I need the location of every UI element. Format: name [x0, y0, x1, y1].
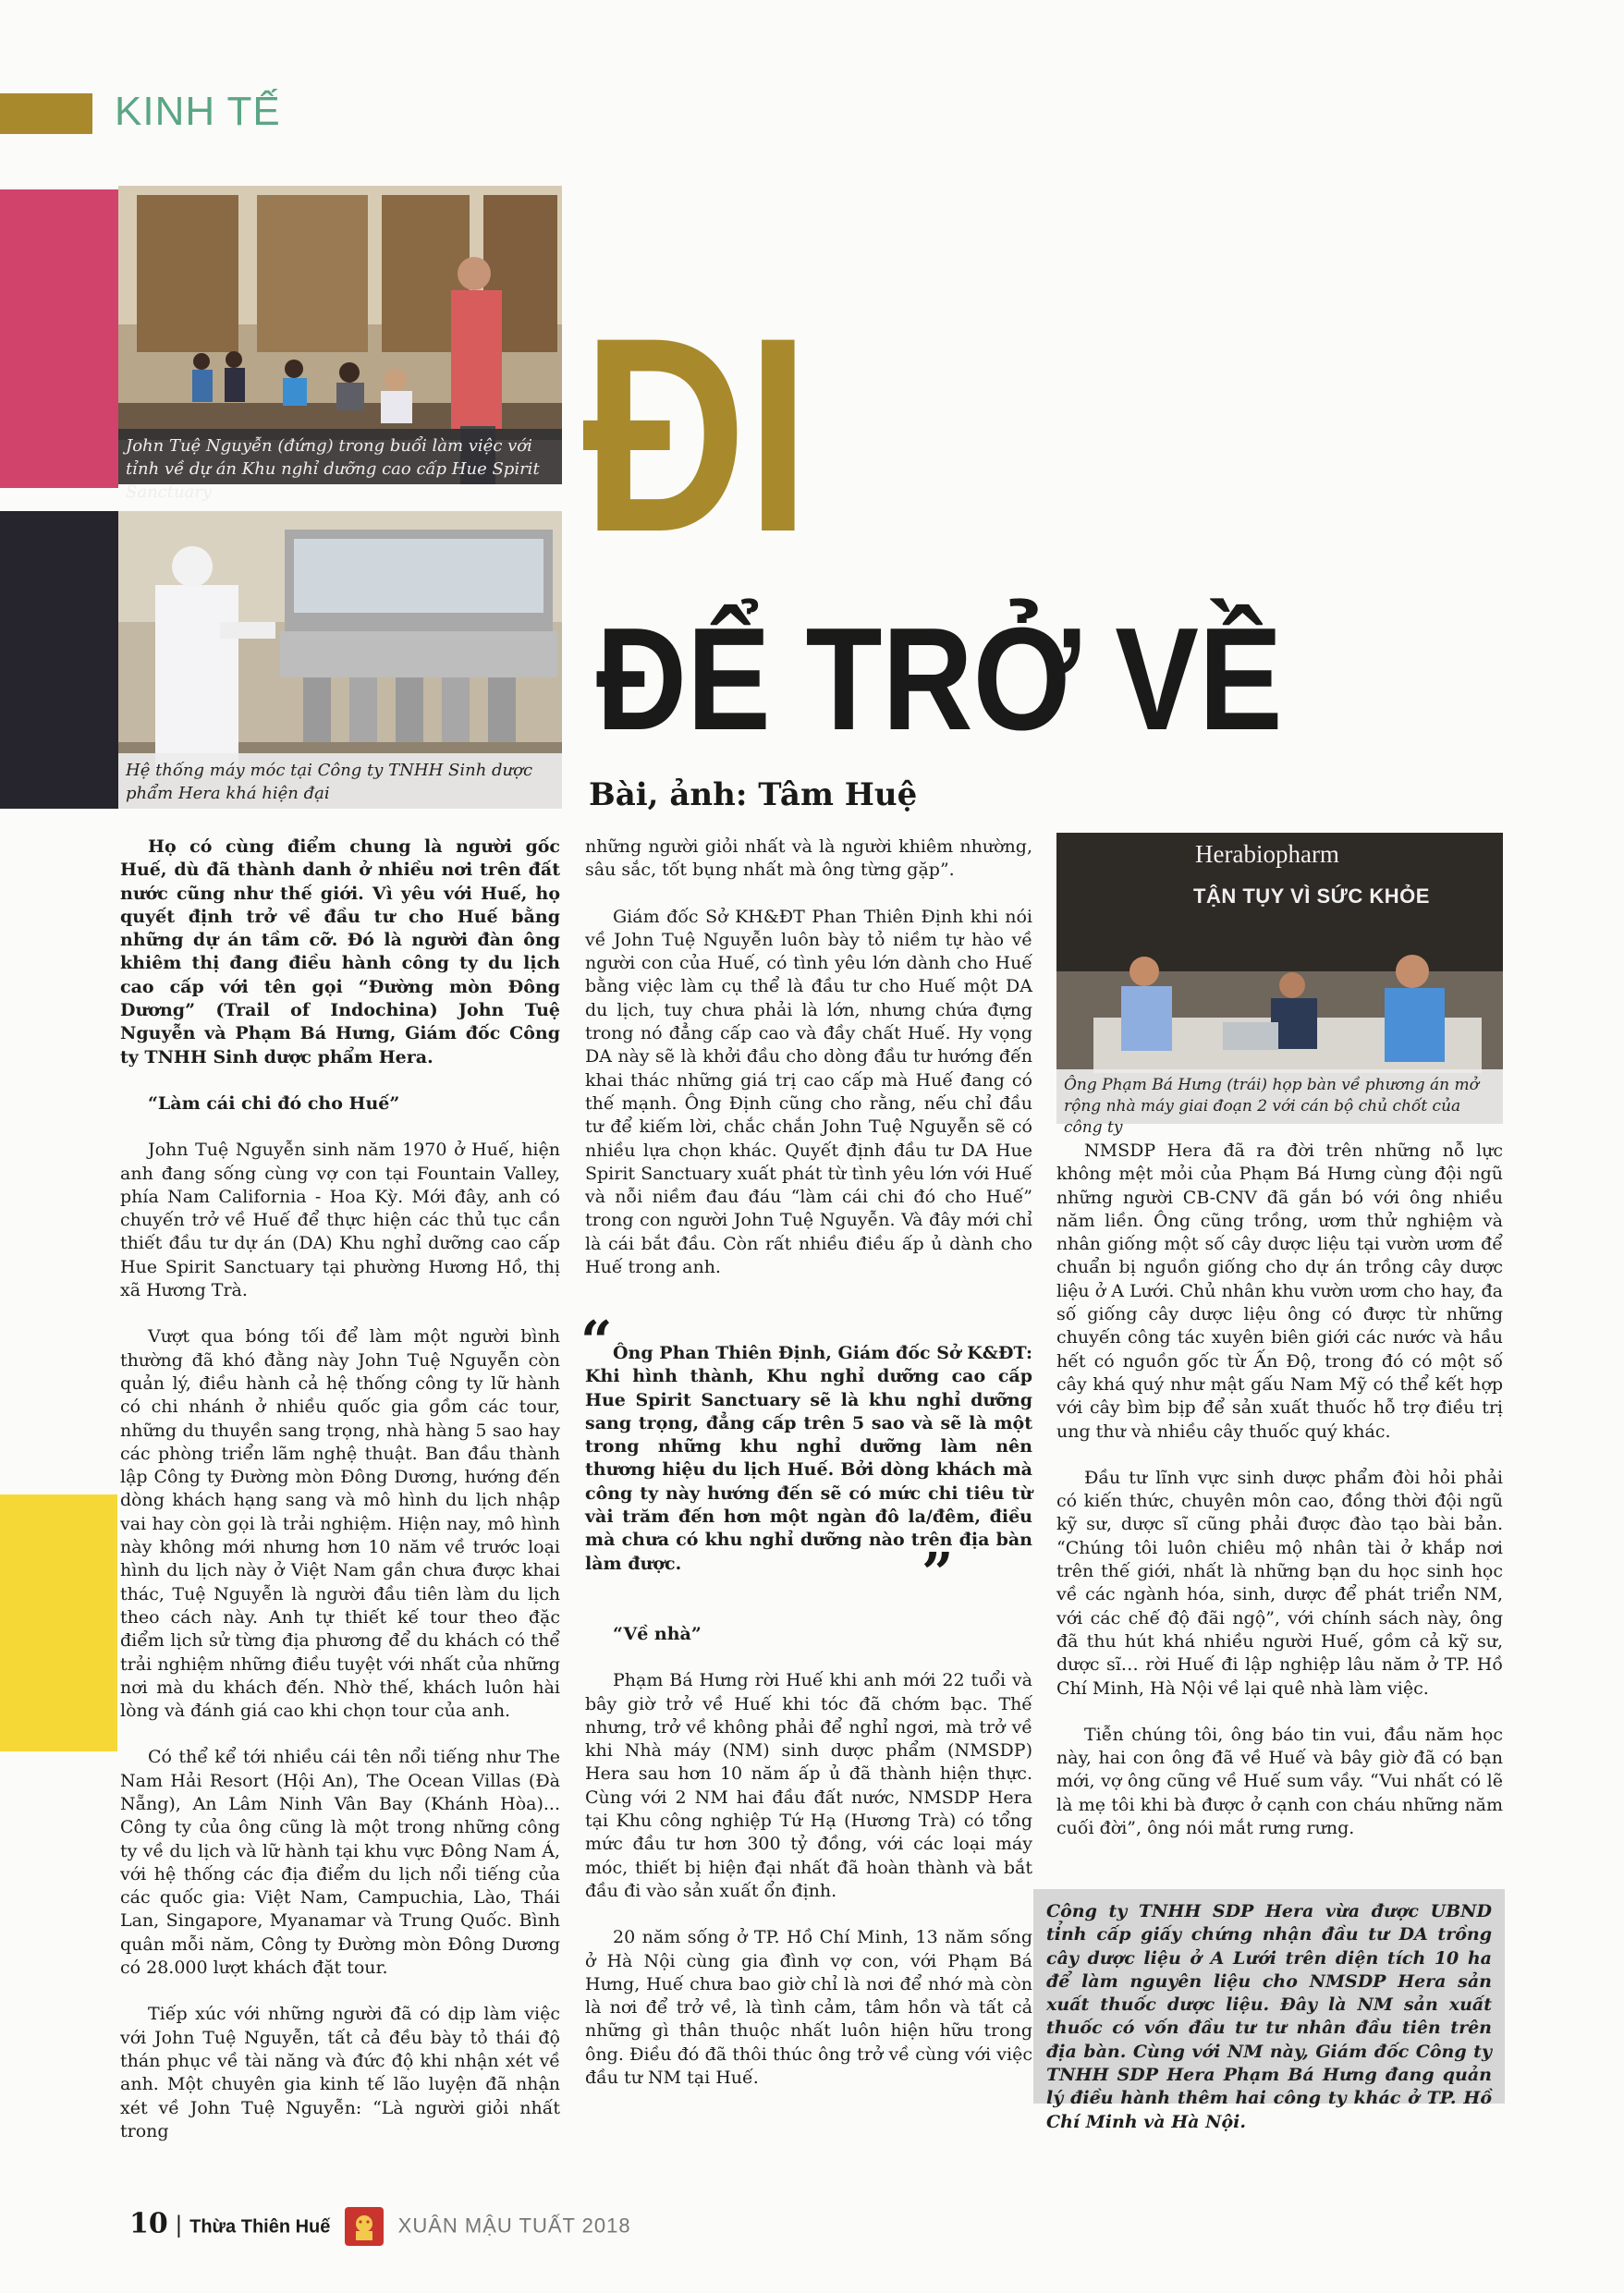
section-label: KINH TẾ [115, 89, 281, 134]
paragraph: Giám đốc Sở KH&ĐT Phan Thiên Định khi nói về John Tuệ Nguyễn luôn bày tỏ niềm tự hào về người con của Huế, có tình yêu lớn dành cho Huế bằng việc làm cụ thể là đầu tư cho Huế một DA du lịch, tuy chưa phải là lớn, nhưng chứa đựng trong nó đẳng cấp cao và đầy chất Huế. Hy vọng DA này sẽ là khởi đầu cho dòng đầu tư hướng đến khai thác những giá trị cao cấp mà Huế đang có thế mạnh. Ông Định cũng cho rằng, nếu chỉ đầu tư để kiếm lời, chắc chắn John Tuệ Nguyễn sẽ có nhiều lựa chọn khác. Quyết định đầu tư DA Hue Spirit Sanctuary xuất phát từ tình yêu lớn với Huế và nỗi niềm đau đáu “làm cái chi đó cho Huế” trong con người John Tuệ Nguyễn. Và đây mới chỉ là cái bắt đầu. Còn rất nhiều điều ấp ủ dành cho Huế trong anh. [585, 906, 1032, 1278]
info-box: Công ty TNHH SDP Hera vừa được UBND tỉnh cấp giấy chứng nhận đầu tư DA trồng cây dược liệu ở A Lưới trên diện tích 10 ha để làm nguyên liệu cho NMSDP Hera sản xuất thuốc dược liệu. Đây là NM sản xuất thuốc có vốn đầu tư tư nhân đầu tiên trên địa bàn. Cùng với NM này, Giám đốc Công ty TNHH SDP Hera Phạm Bá Hưng đang quản lý điều hành thêm hai công ty khác ở TP. Hồ Chí Minh và Hà Nội. [1033, 1889, 1505, 2104]
paragraph: Vượt qua bóng tối để làm một người bình thường đã khó đằng này John Tuệ Nguyễn còn quản lý, điều hành cả hệ thống công ty lữ hành có chi nhánh ở nhiều quốc gia gồm các tour, những du thuyền sang trọng, nhà hàng 5 sao hay các phòng triển lãm nghệ thuật. Ban đầu thành lập Công ty Đường mòn Đông Dương, hướng đến dòng khách hạng sang và mô hình du lịch nhập vai hay còn gọi là trải nghiệm. Hiện nay, mô hình này không mới nhưng hơn 10 năm về trước loại hình du lịch này ở Việt Nam gần chưa được khai thác, Tuệ Nguyễn là người đầu tiên làm du lịch theo cách này. Anh tự thiết kế tour theo đặc điểm lịch sử từng địa phương để du khách có thể trải nghiệm những điều tuyệt với nhất của những nơi mà du khách đến. Nhờ thế, khách luôn hài lòng và đánh giá cao khi chọn tour của anh. [120, 1326, 560, 1722]
photo-caption-meeting: John Tuệ Nguyễn (đứng) trong buổi làm việc với tỉnh về dự án Khu nghỉ dưỡng cao cấp Hue Spirit Sanctuary [118, 429, 562, 484]
photo-caption-office: Ông Phạm Bá Hưng (trái) họp bàn về phương án mở rộng nhà máy giai đoạn 2 với cán bộ chủ chốt của công ty [1056, 1069, 1503, 1124]
quote-close-mark: ” [922, 1542, 954, 1606]
brand-sign: Herabiopharm [1195, 840, 1339, 868]
page-footer [129, 2207, 631, 2246]
paragraph: Phạm Bá Hưng rời Huế khi anh mới 22 tuổi và bây giờ trở về Huế khi tóc đã chớm bạc. Thế nhưng, trở về không phải để nghỉ ngơi, mà trở về khi Nhà máy (NM) sinh dược phẩm (NMSDP) Hera sau hơn 10 năm ấp ủ đã thành hiện thực. Cùng với 2 NM hai đầu đất nước, NMSDP Hera tại Khu công nghiệp Tứ Hạ (Hương Trà) có tổng mức đầu tư hơn 300 tỷ đồng, với các loại máy móc, thiết bị hiện đại nhất đã hoàn thành và bắt đầu đi vào sản xuất ổn định. [585, 1670, 1032, 1901]
headline-line-1: ĐI [582, 279, 810, 590]
pink-accent-block [0, 189, 118, 488]
article-column-1 [120, 835, 560, 2166]
paragraph: 20 năm sống ở TP. Hồ Chí Minh, 13 năm sống ở Hà Nội cùng gia đình vợ con, với Phạm Bá Hưng, Huế chưa bao giờ chỉ là nơi để nhớ mà còn là nơi để trở về, là tình cảm, tâm hồn và tất cả những gì thân thuộc nhất luôn hiện hữu trong ông. Điều đó đã thôi thúc ông trở về cùng với việc đầu tư NM tại Huế. [585, 1927, 1032, 2089]
dark-accent-block [0, 511, 118, 809]
article-column-3 [1056, 1140, 1503, 1863]
paragraph: John Tuệ Nguyễn sinh năm 1970 ở Huế, hiện anh đang sống cùng vợ con tại Fountain Valley, phía Nam California - Hoa Kỳ. Mới đây, anh có chuyến trở về Huế để thực hiện các thủ tục cần thiết đầu tư dự án (DA) Khu nghỉ dưỡng cao cấp Hue Spirit Sanctuary tại phường Hương Hồ, thị xã Hương Trà. [120, 1140, 560, 1301]
yellow-accent-block [0, 1494, 117, 1751]
slogan-sign: TẬN TỤY VÌ SỨC KHỎE [1193, 884, 1430, 908]
page-number: 10 [129, 2207, 168, 2240]
pull-quote: Ông Phan Thiên Định, Giám đốc Sở K&ĐT: Khi hình thành, Khu nghỉ dưỡng cao cấp Hue Spirit Sanctuary sẽ là khu nghỉ dưỡng sang trọng, đẳng cấp trên 5 sao và sẽ là một trong những khu nghỉ dưỡng làm nên thương hiệu du lịch Huế. Bởi dòng khách mà công ty này hướng đến sẽ có mức chi tiêu từ vài trăm đến hơn một ngàn đô la/đêm, điều mà chưa có khu nghỉ dưỡng nào trên địa bàn làm được. [585, 1343, 1032, 1574]
article-column-2-lower [585, 1623, 1032, 2113]
paragraph: những người giỏi nhất và là người khiêm nhường, sâu sắc, tốt bụng nhất mà ông từng gặp”. [585, 836, 1032, 881]
paragraph: Tiếp xúc với những người đã có dịp làm việc với John Tuệ Nguyễn, tất cả đều bày tỏ thái độ thán phục về tài năng và đức độ khi nhận xét về anh. Một chuyên gia kinh tế lão luyện đã nhận xét về John Tuệ Nguyễn: “Là người giỏi nhất trong [120, 2004, 560, 2141]
magazine-name: Thừa Thiên Huế [189, 2216, 331, 2238]
byline: Bài, ảnh: Tâm Huệ [589, 776, 918, 813]
subheading-2: “Về nhà” [613, 1624, 702, 1644]
paragraph: Đầu tư lĩnh vực sinh dược phẩm đòi hỏi phải có kiến thức, chuyên môn cao, đồng thời đội ngũ kỹ sư, dược sĩ cũng phải được đào tạo bài bản. “Chúng tôi luôn chiêu mộ nhân tài ở khắp nơi trên thế giới, nhất là những bạn du học sinh học về các ngành hóa, sinh, dược để phát triển NM, với các chế độ đãi ngộ”, với chính sách này, ông đã thu hút khá nhiều người Huế, gồm cả kỹ sư, dược sĩ… rời Huế đi lập nghiệp lâu năm ở TP. Hồ Chí Minh, Hà Nội về lại quê nhà làm việc. [1056, 1467, 1503, 1699]
subheading-1: “Làm cái chi đó cho Huế” [148, 1092, 400, 1114]
photo-caption-factory: Hệ thống máy móc tại Công ty TNHH Sinh dược phẩm Hera khá hiện đại [118, 753, 562, 809]
magazine-logo-icon [345, 2207, 384, 2246]
quote-open-mark: “ [580, 1310, 613, 1374]
headline-line-2: ĐỂ TRỞ VỀ [596, 598, 1283, 761]
footer-separator: | [175, 2212, 183, 2238]
paragraph: Tiễn chúng tôi, ông báo tin vui, đầu năm học này, hai con ông đã về Huế và bây giờ đã có bạn mới, vợ ông cũng về Huế sum vầy. “Vui nhất có lẽ là mẹ tôi khi bà được ở cạnh con cháu những năm cuối đời”, ông nói mắt rưng rưng. [1056, 1724, 1503, 1839]
article-lead: Họ có cùng điểm chung là người gốc Huế, dù đã thành danh ở nhiều nơi trên đất nước cũng như thế giới. Vì yêu với Huế, họ quyết định trở về đầu tư cho Huế bằng những dự án tầm cỡ. Đó là người đàn ông khiêm thị đang điều hành công ty du lịch cao cấp với tên gọi “Đường mòn Đông Dương” (Trail of Indochina) John Tuệ Nguyễn và Phạm Bá Hưng, Giám đốc Công ty TNHH Sinh dược phẩm Hera. [120, 836, 560, 1067]
article-column-2 [585, 835, 1032, 1302]
issue-label: XUÂN MẬU TUẤT 2018 [397, 2214, 631, 2238]
paragraph: Có thể kể tới nhiều cái tên nổi tiếng như The Nam Hải Resort (Hội An), The Ocean Villas (Đà Nẵng), An Lâm Ninh Vân Bay (Khánh Hòa)... Công ty của ông cũng là một trong những công ty về du lịch và lữ hành tại khu vực Đông Nam Á, với hệ thống các địa điểm du lịch nổi tiếng của các quốc gia: Việt Nam, Campuchia, Lào, Thái Lan, Singapore, Myanamar và Trung Quốc. Bình quân mỗi năm, Công ty Đường mòn Đông Dương có 28.000 lượt khách đặt tour. [120, 1747, 560, 1979]
paragraph: NMSDP Hera đã ra đời trên những nỗ lực không mệt mỏi của Phạm Bá Hưng cùng đội ngũ những người CB-CNV đã gắn bó với ông nhiều năm liền. Ông cũng trồng, ươm thử nghiệm và nhân giống một số cây dược liệu tại vườn ươm để chuẩn bị nguồn giống cho dự án trồng cây dược liệu ở A Lưới. Chủ nhân khu vườn ươm cho hay, đa số giống cây dược liệu ông có được từ những chuyến công tác xuyên biên giới các nước và hầu hết có nguồn gốc từ Ấn Độ, trong đó có một số cây khá quý như mật gấu Nam Mỹ có thể kết hợp với cây bìm bịp để sản xuất thuốc hỗ trợ điều trị ung thư và nhiều cây thuốc quý khác. [1056, 1140, 1503, 1442]
section-accent-bar [0, 93, 92, 134]
